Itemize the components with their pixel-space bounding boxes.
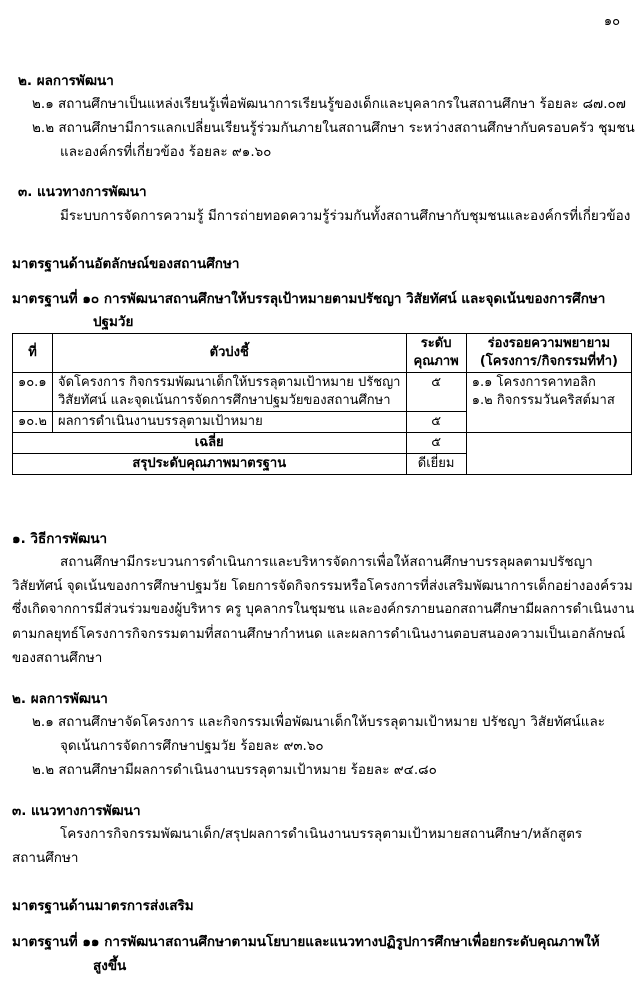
way-line2-b: สถานศึกษา xyxy=(12,850,79,866)
row-no: ๑๐.๒ xyxy=(13,412,53,433)
result-item-a2-line2: และองค์กรที่เกี่ยวข้อง ร้อยละ ๙๑.๖๐ xyxy=(60,144,272,160)
row-indicator-line1: จัดโครงการ กิจกรรมพัฒนาเด็กให้บรรลุตามเป้าหมาย ปรัชญา xyxy=(57,375,401,390)
row-level: ๕ xyxy=(406,412,466,433)
result-item-b1-line2: จุดเน้นการจัดการศึกษาปฐมวัย ร้อยละ ๙๓.๖๐ xyxy=(60,738,324,754)
header-indicator: ตัวบ่งชี้ xyxy=(52,334,406,373)
way-text-a: มีระบบการจัดการความรู้ มีการถ่ายทอดความรู้ร่วมกันทั้งสถานศึกษากับชุมชนและองค์กรที่เกี่ยวข้อง xyxy=(60,208,631,224)
header-evidence xyxy=(466,334,631,373)
identity-standard-heading: มาตรฐานด้านอัตลักษณ์ของสถานศึกษา xyxy=(12,256,240,272)
standard-10-title-line1: มาตรฐานที่ ๑๐ การพัฒนาสถานศึกษาให้บรรลุเป้าหมายตามปรัชญา วิสัยทัศน์ และจุดเน้นของการศึกษา xyxy=(12,291,606,307)
page-number: ๑๐ xyxy=(603,14,620,29)
average-label: เฉลี่ย xyxy=(13,433,407,454)
standard-10-title-line2: ปฐมวัย xyxy=(93,314,134,330)
method-heading: ๑. วิธีการพัฒนา xyxy=(12,531,108,547)
result-item-a2-line1: ๒.๒ สถานศึกษามีการแลกเปลี่ยนเรียนรู้ร่วมกันภายในสถานศึกษา ระหว่างสถานศึกษากับครอบครัว ชุมชน xyxy=(32,120,635,136)
header-evidence-line2: (โครงการ/กิจกรรมที่ทำ) xyxy=(479,354,618,369)
method-line2: วิสัยทัศน์ จุดเน้นของการศึกษาปฐมวัย โดยการจัดกิจกรรมหรือโครงการที่ส่งเสริมพัฒนาการเด็กอย่างองค์รวม xyxy=(12,578,633,594)
row-no: ๑๐.๑ xyxy=(13,373,53,412)
row-evidence-line1: ๑.๑ โครงการคาทอลิก xyxy=(471,375,596,390)
row-evidence xyxy=(466,373,631,433)
row-indicator xyxy=(52,373,406,412)
standard-10-table xyxy=(12,333,632,475)
summary-label: สรุประดับคุณภาพมาตรฐาน xyxy=(13,454,407,475)
row-evidence-line2: ๑.๒ กิจกรรมวันคริสต์มาส xyxy=(471,393,615,408)
header-level-line1: ระดับ xyxy=(420,336,452,351)
result-item-b2: ๒.๒ สถานศึกษามีผลการดำเนินงานบรรลุตามเป้าหมาย ร้อยละ ๙๔.๘๐ xyxy=(32,762,437,778)
summary-value: ดีเยี่ยม xyxy=(406,454,466,475)
method-line5: ของสถานศึกษา xyxy=(12,650,103,666)
header-no: ที่ xyxy=(13,334,53,373)
result-heading-a: ๒. ผลการพัฒนา xyxy=(18,73,114,89)
method-line3: ซึ่งเกิดจากการมีส่วนร่วมของผู้บริหาร ครู บุคลากรในชุมชน และองค์กรภายนอกสถานศึกษามีผลการดำเนินงาน xyxy=(12,602,635,617)
promotion-standard-heading: มาตรฐานด้านมาตรการส่งเสริม xyxy=(12,898,194,914)
way-heading-b: ๓. แนวทางการพัฒนา xyxy=(12,803,141,819)
header-level-line2: คุณภาพ xyxy=(413,354,459,369)
standard-11-title-line2: สูงขึ้น xyxy=(93,958,127,974)
way-heading-a: ๓. แนวทางการพัฒนา xyxy=(18,184,147,200)
evidence-empty-cell xyxy=(466,433,631,475)
table-header-row xyxy=(13,334,632,373)
result-heading-b: ๒. ผลการพัฒนา xyxy=(12,691,108,707)
method-line1: สถานศึกษามีกระบวนการดำเนินการและบริหารจัดการเพื่อให้สถานศึกษาบรรลุผลตามปรัชญา xyxy=(60,554,593,570)
header-evidence-line1: ร่องรอยความพยายาม xyxy=(487,336,611,351)
result-item-b1-line1: ๒.๑ สถานศึกษาจัดโครงการ และกิจกรรมเพื่อพัฒนาเด็กให้บรรลุตามเป้าหมาย ปรัชญา วิสัยทัศน์และ xyxy=(32,714,605,730)
row-level: ๕ xyxy=(406,373,466,412)
way-line1-b: โครงการกิจกรรมพัฒนาเด็ก/สรุปผลการดำเนินงานบรรลุตามเป้าหมายสถานศึกษา/หลักสูตร xyxy=(60,826,583,842)
header-level xyxy=(406,334,466,373)
result-item-a1: ๒.๑ สถานศึกษาเป็นแหล่งเรียนรู้เพื่อพัฒนาการเรียนรู้ของเด็กและบุคลากรในสถานศึกษา ร้อยละ ๘๗.๐๗ xyxy=(32,96,626,112)
row-indicator-line2: วิสัยทัศน์ และจุดเน้นการจัดการศึกษาปฐมวัยของสถานศึกษา xyxy=(57,393,391,408)
average-row xyxy=(13,433,632,454)
standard-11-title-line1: มาตรฐานที่ ๑๑ การพัฒนาสถานศึกษาตามนโยบายและแนวทางปฏิรูปการศึกษาเพื่อยกระดับคุณภาพให้ xyxy=(12,934,600,950)
method-line4: ตามกลยุทธ์โครงการกิจกรรมตามที่สถานศึกษากำหนด และผลการดำเนินงานตอบสนองความเป็นเอกลักษณ์ xyxy=(12,626,626,642)
table-row xyxy=(13,373,632,412)
row-indicator: ผลการดำเนินงานบรรลุตามเป้าหมาย xyxy=(52,412,406,433)
average-value: ๕ xyxy=(406,433,466,454)
